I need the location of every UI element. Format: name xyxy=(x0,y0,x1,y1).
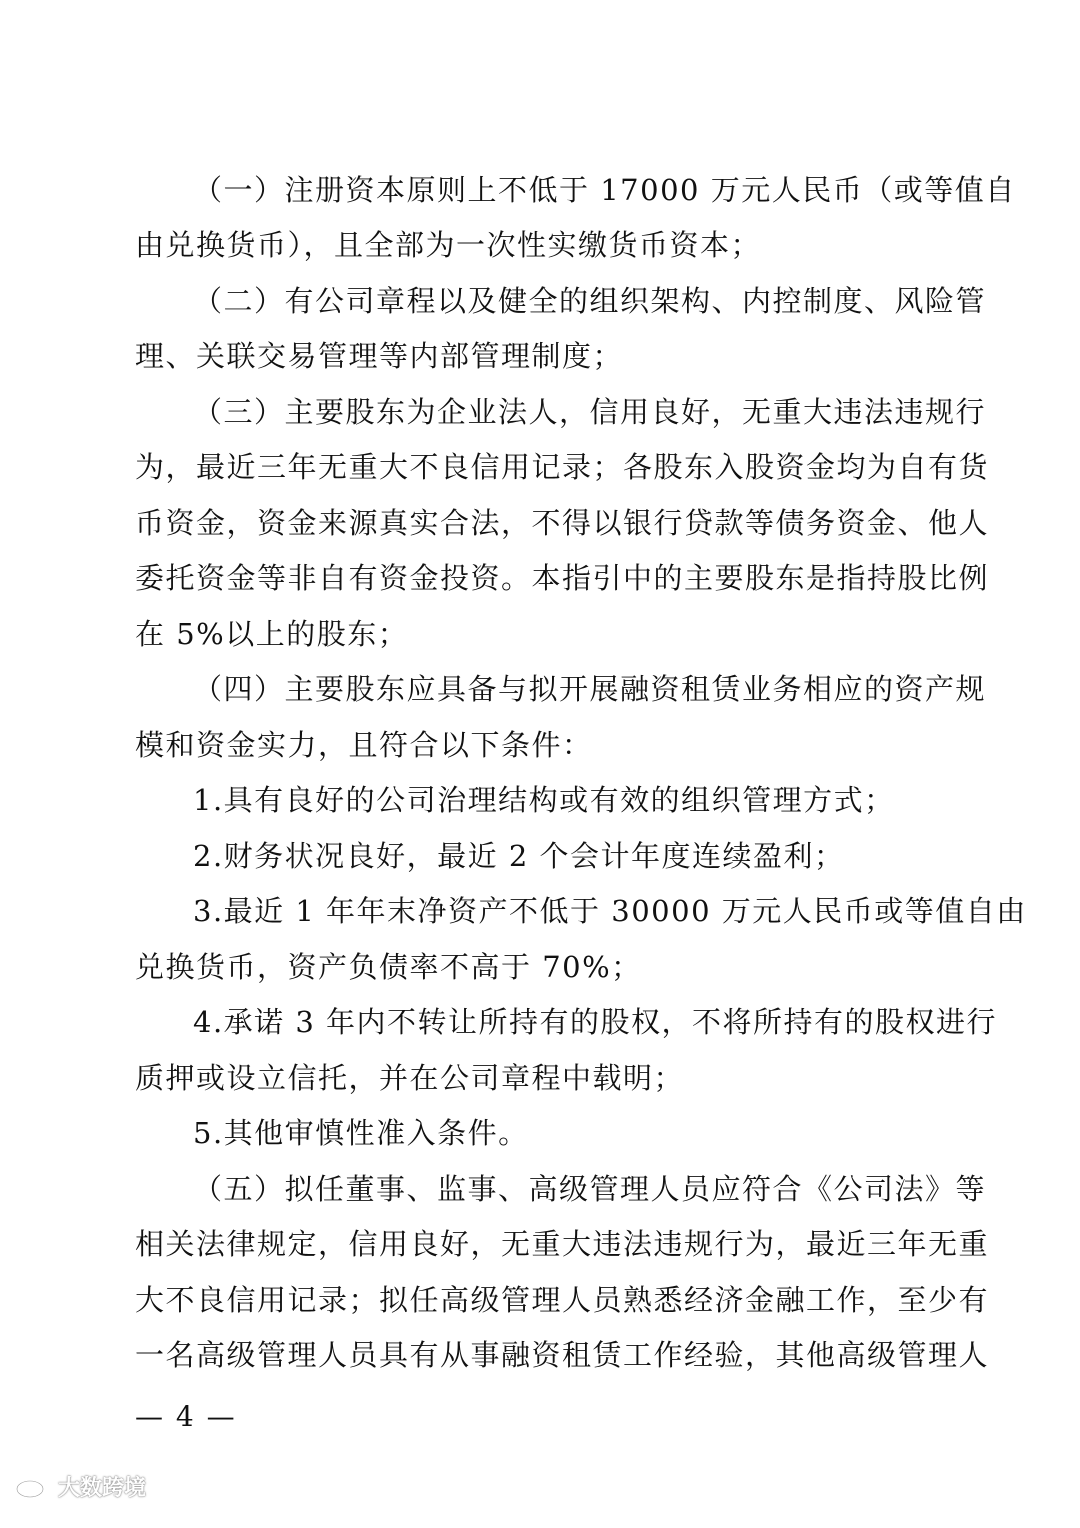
paragraph-3-line-4: 委托资金等非自有资金投资。本指引中的主要股东是指持股比例 xyxy=(135,561,990,595)
paragraph-3-line-1: （三）主要股东为企业法人，信用良好，无重大违法违规行 xyxy=(193,395,987,429)
paragraph-5-line-2: 相关法律规定，信用良好，无重大违法违规行为，最近三年无重 xyxy=(135,1227,990,1261)
paragraph-2-line-2: 理、关联交易管理等内部管理制度； xyxy=(135,339,624,373)
paragraph-2-line-1: （二）有公司章程以及健全的组织架构、内控制度、风险管 xyxy=(193,284,987,318)
paragraph-1-line-1: （一）注册资本原则上不低于 17000 万元人民币（或等值自 xyxy=(193,173,1016,207)
paragraph-4-line-1: （四）主要股东应具备与拟开展融资租赁业务相应的资产规 xyxy=(193,672,987,706)
watermark xyxy=(14,1464,146,1508)
condition-4-line-2: 质押或设立信托，并在公司章程中载明； xyxy=(135,1061,685,1095)
paragraph-5-line-1: （五）拟任董事、监事、高级管理人员应符合《公司法》等 xyxy=(193,1172,987,1206)
paragraph-4-line-2: 模和资金实力，且符合以下条件： xyxy=(135,728,593,762)
page-number: — 4 — xyxy=(135,1400,237,1433)
paragraph-5-line-4: 一名高级管理人员具有从事融资租赁工作经验，其他高级管理人 xyxy=(135,1338,990,1372)
paragraph-3-line-2: 为，最近三年无重大不良信用记录；各股东入股资金均为自有货 xyxy=(135,450,990,484)
paragraph-1-line-2: 由兑换货币），且全部为一次性实缴货币资本； xyxy=(135,228,762,262)
condition-1: 1.具有良好的公司治理结构或有效的组织管理方式； xyxy=(193,783,895,817)
condition-3-line-1: 3.最近 1 年年末净资产不低于 30000 万元人民币或等值自由 xyxy=(193,894,1027,928)
condition-4-line-1: 4.承诺 3 年内不转让所持有的股权，不将所持有的股权进行 xyxy=(193,1005,998,1039)
paragraph-3-line-5: 在 5%以上的股东； xyxy=(135,617,409,651)
weibo-logo-icon xyxy=(14,1473,52,1499)
condition-2: 2.财务状况良好，最近 2 个会计年度连续盈利； xyxy=(193,839,845,873)
condition-3-line-2: 兑换货币，资产负债率不高于 70%； xyxy=(135,950,642,984)
watermark-text: 大数跨境 xyxy=(58,1475,147,1501)
condition-5: 5.其他审慎性准入条件。 xyxy=(193,1116,529,1150)
paragraph-5-line-3: 大不良信用记录；拟任高级管理人员熟悉经济金融工作，至少有 xyxy=(135,1283,990,1317)
paragraph-3-line-3: 币资金，资金来源真实合法，不得以银行贷款等债务资金、他人 xyxy=(135,506,990,540)
